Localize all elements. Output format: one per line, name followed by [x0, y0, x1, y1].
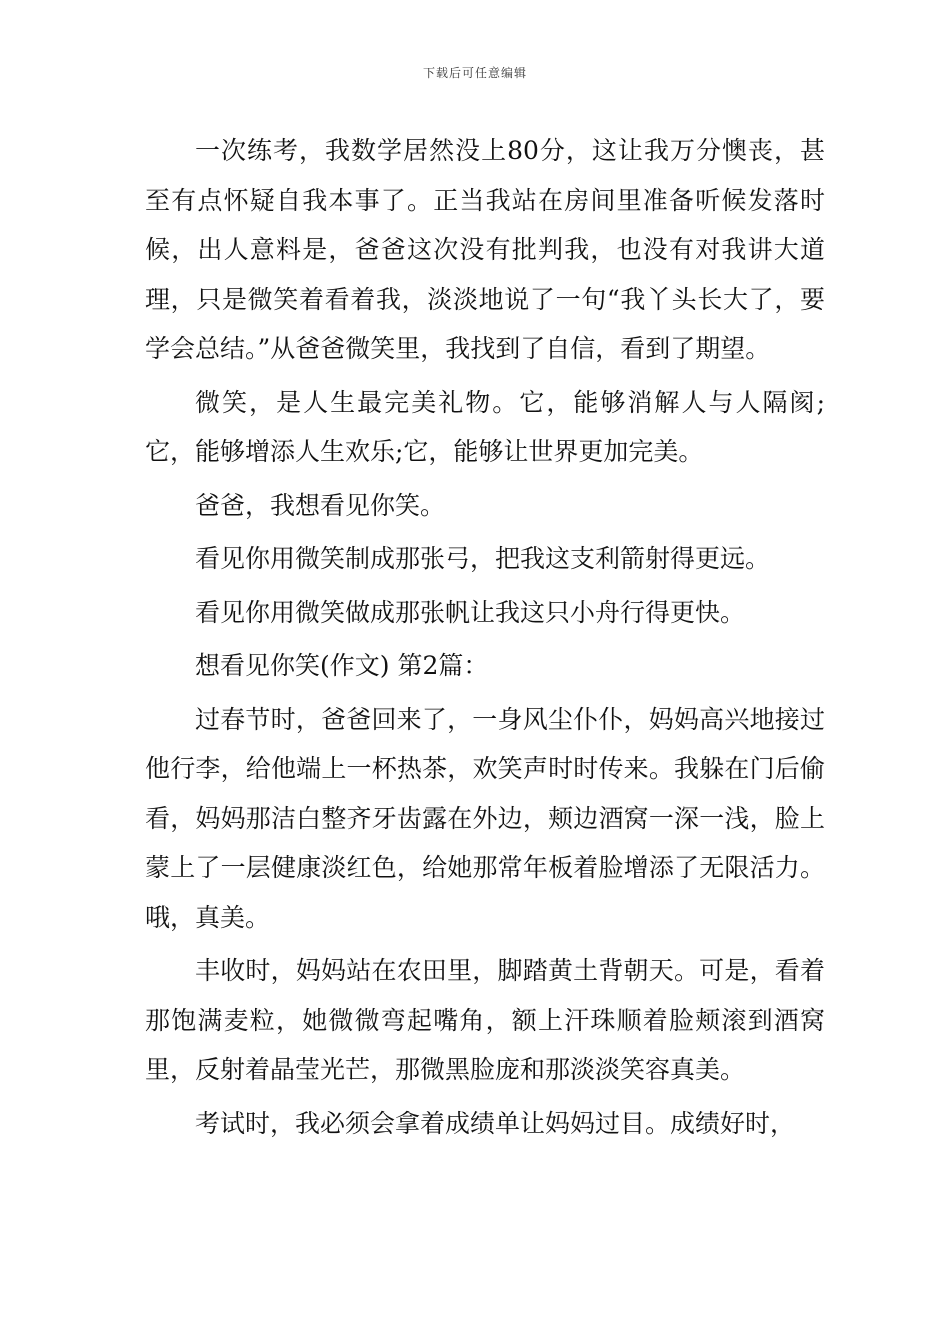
paragraph-math-exam: 一次练考，我数学居然没上80分，这让我万分懊丧，甚至有点怀疑自我本事了。正当我站在房间里准备听候发落时候，出人意料是，爸爸这次没有批判我，也没有对我讲大道理，只是微笑着看着我，淡淡地说了一句“我丫头长大了，要学会总结。”从爸爸微笑里，我找到了自信，看到了期望。 — [145, 136, 825, 363]
paragraph-sail: 看见你用微笑做成那张帆让我这只小舟行得更快。 — [195, 597, 746, 627]
paragraph-exam: 考试时，我必须会拿着成绩单让妈妈过目。成绩好时， — [195, 1108, 796, 1138]
paragraph-dad-smile: 爸爸，我想看见你笑。 — [195, 490, 446, 520]
document-body — [145, 126, 825, 1148]
paragraph-bow: 看见你用微笑制成那张弓，把我这支利箭射得更远。 — [195, 544, 771, 573]
paragraph-spring-festival: 过春节时，爸爸回来了，一身风尘仆仆，妈妈高兴地接过他行李，给他端上一杯热茶，欢笑声时时传来。我躲在门后偷看，妈妈那洁白整齐牙齿露在外边，颊边酒窝一深一浅，脸上蒙上了一层健康淡红色，给她那常年板着脸增添了无限活力。哦，真美。 — [145, 704, 825, 932]
watermark-header: 下载后可任意编辑 — [422, 66, 527, 80]
paragraph-smile-gift: 微笑，是人生最完美礼物。它，能够消解人与人隔阂;它，能够增添人生欢乐;它，能够让世界更加完美。 — [145, 387, 825, 466]
section-title: 想看见你笑(作文) 第2篇： — [195, 651, 489, 680]
paragraph-harvest: 丰收时，妈妈站在农田里，脚踏黄土背朝天。可是，看着那饱满麦粒，她微微弯起嘴角，额上汗珠顺着脸颊滚到酒窝里，反射着晶莹光芒，那微黑脸庞和那淡淡笑容真美。 — [145, 956, 825, 1084]
